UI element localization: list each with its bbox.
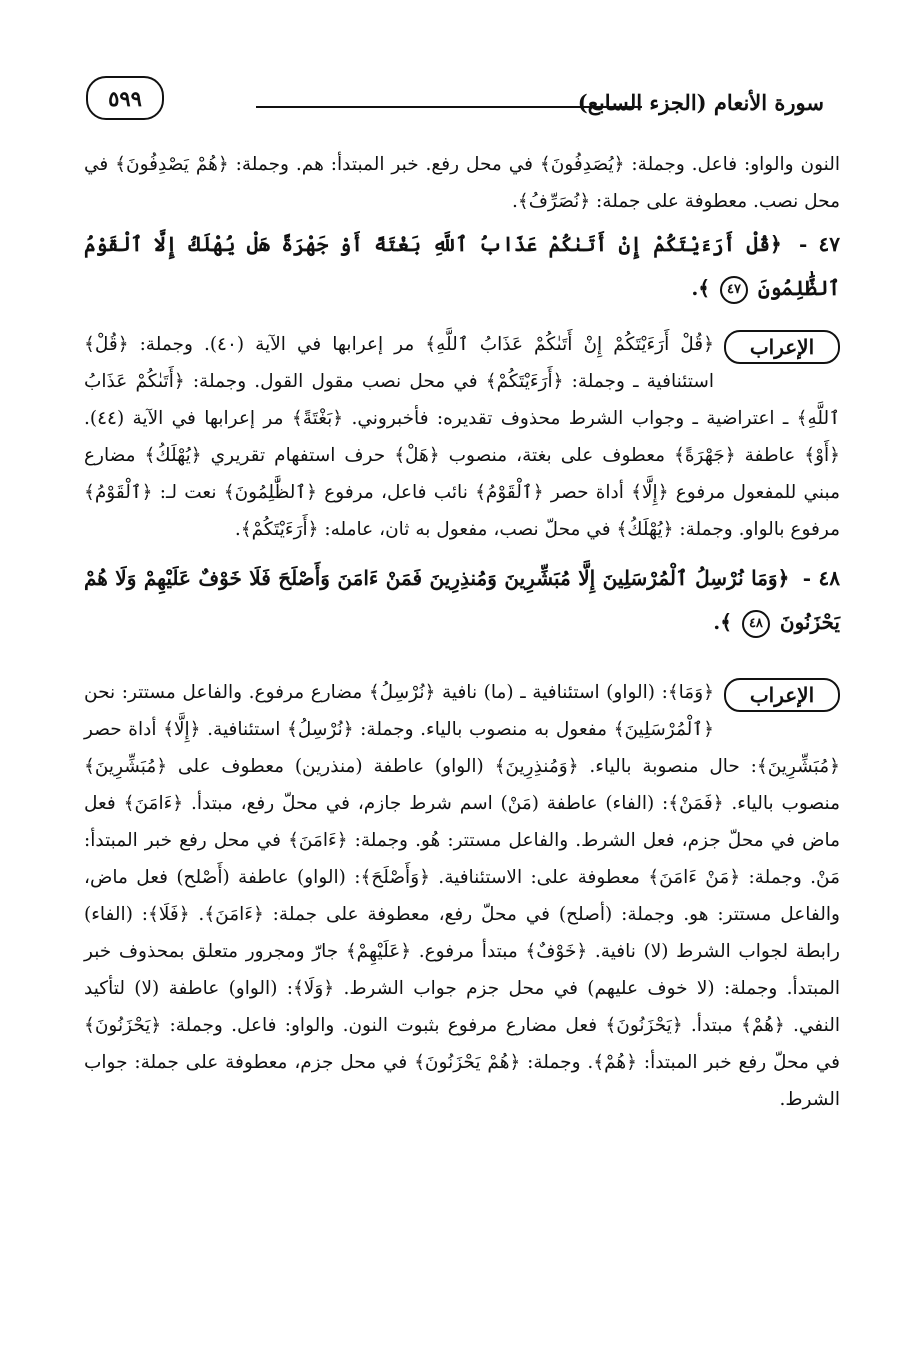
irab-label: الإعراب bbox=[724, 330, 840, 364]
page-number: ٥٩٩ bbox=[86, 76, 164, 120]
irab-section-47 bbox=[84, 326, 840, 548]
irab-label: الإعراب bbox=[724, 678, 840, 712]
irab-text: ﴿قُلْ أَرَءَيْتَكُمْ إِنْ أَتَىٰكُمْ عَذَابُ ٱللَّهِ﴾ مر إعرابها في الآية (٤٠). وجملة: ﴿قُلْ﴾ استئنافية ـ وجملة: ﴿أَرَءَيْتَكُمْ﴾ في محل نصب مقول القول. وجملة: ﴿أَتَىٰكُمْ عَذَابُ ٱللَّهِ﴾ ـ اعتراضية ـ وجواب الشرط محذوف تقديره: فأخبروني. ﴿بَغْتَةً﴾ مر إعرابها في الآية (٤٤). ﴿أَوْ﴾ عاطفة ﴿جَهْرَةً﴾ معطوف على بغتة، منصوب ﴿هَلْ﴾ حرف استفهام تقريري ﴿يُهْلَكُ﴾ مضارع مبني للمفعول مرفوع ﴿إِلَّا﴾ أداة حصر ﴿ٱلْقَوْمُ﴾ نائب فاعل، مرفوع ﴿ٱلظَّٰلِمُونَ﴾ نعت لـ: ﴿ٱلْقَوْمُ﴾ مرفوع بالواو. وجملة: ﴿يُهْلَكُ﴾ في محلّ نصب، مفعول به ثان، عامله: ﴿أَرَءَيْتَكُمْ﴾. bbox=[84, 334, 840, 540]
irab-text: ﴿وَمَا﴾: (الواو) استئنافية ـ (ما) نافية ﴿نُرْسِلُ﴾ مضارع مرفوع. والفاعل مستتر: نحن ﴿ٱلْمُرْسَلِينَ﴾ مفعول به منصوب بالياء. وجملة: ﴿نُرْسِلُ﴾ استئنافية. ﴿إِلَّا﴾ أداة حصر ﴿مُبَشِّرِينَ﴾: حال منصوبة بالياء. ﴿وَمُنذِرِينَ﴾ (الواو) عاطفة (منذرين) معطوف على ﴿مُبَشِّرِينَ﴾ منصوب بالياء. ﴿فَمَنْ﴾: (الفاء) عاطفة (مَنْ) اسم شرط جازم، في محلّ رفع، مبتدأ. ﴿ءَامَنَ﴾ فعل ماض في محلّ جزم، فعل الشرط. والفاعل مستتر: هُو. وجملة: ﴿ءَامَنَ﴾ في محل رفع خبر المبتدأ: مَنْ. وجملة: ﴿مَنْ ءَامَنَ﴾ معطوفة على: الاستئنافية. ﴿وَأَصْلَحَ﴾: (الواو) عاطفة (أَصْلح) فعل ماض، والفاعل مستتر: هو. وجملة: (أصلح) في محلّ رفع، معطوفة على جملة: ﴿ءَامَنَ﴾. ﴿فَلَا﴾: (الفاء) رابطة لجواب الشرط (لا) نافية. ﴿خَوْفٌ﴾ مبتدأ مرفوع. ﴿عَلَيْهِمْ﴾ جارّ ومجرور متعلق بمحذوف خبر المبتدأ. وجملة: (لا خوف عليهم) في محل جزم جواب الشرط. ﴿وَلَا﴾: (الواو) عاطفة (لا) لتأكيد النفي. ﴿هُمْ﴾ مبتدأ. ﴿يَحْزَنُونَ﴾ فعل مضارع مرفوع بثبوت النون. والواو: فاعل. وجملة: ﴿يَحْزَنُونَ﴾ في محلّ رفع خبر المبتدأ: ﴿هُمْ﴾. وجملة: ﴿هُمْ يَحْزَنُونَ﴾ في محل جزم، معطوفة على جملة: جواب الشرط. bbox=[84, 682, 840, 1110]
verse-48 bbox=[84, 556, 840, 644]
irab-section-48 bbox=[84, 674, 840, 1118]
verse-47 bbox=[84, 222, 840, 310]
header-title: سورة الأنعام (الجزء السابع) bbox=[577, 90, 824, 115]
verse-text: ﴿وَمَا نُرْسِلُ ٱلْمُرْسَلِينَ إِلَّا مُبَشِّرِينَ وَمُنذِرِينَ فَمَنْ ءَامَنَ وَأَصْلَحَ فَلَا خَوْفٌ عَلَيْهِمْ وَلَا هُمْ يَحْزَنُونَ bbox=[84, 566, 840, 634]
page-content bbox=[84, 146, 840, 1118]
ayah-number-marker: ٤٧ bbox=[720, 276, 748, 304]
verse-close: ﴾. bbox=[713, 610, 732, 634]
ayah-number-marker: ٤٨ bbox=[742, 610, 770, 638]
page-header bbox=[86, 72, 824, 128]
verse-number: ٤٨ - bbox=[802, 566, 840, 590]
intro-paragraph: النون والواو: فاعل. وجملة: ﴿يُصَدِفُونَ﴾ في محل رفع. خبر المبتدأ: هم. وجملة: ﴿هُمْ يَصْدِفُونَ﴾ في محل نصب. معطوفة على جملة: ﴿نُصَرِّفُ﴾. bbox=[84, 154, 840, 212]
header-rule bbox=[256, 106, 642, 108]
verse-close: ﴾. bbox=[691, 276, 711, 300]
verse-number: ٤٧ - bbox=[798, 232, 840, 256]
verse-text: ﴿قُلْ أَرَءَيْتَكُمْ إِنْ أَتَىٰكُمْ عَذَابُ ٱللَّهِ بَغْتَةً أَوْ جَهْرَةً هَلْ يُهْلَكُ إِلَّا ٱلْقَوْمُ ٱلظَّٰلِمُونَ bbox=[84, 232, 840, 300]
